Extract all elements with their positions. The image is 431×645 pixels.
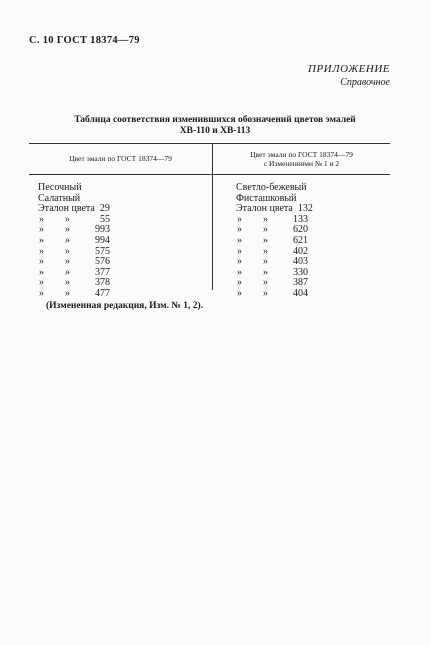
- right-column: [236, 183, 313, 300]
- right-column-header: [213, 150, 390, 168]
- color-name: Песочный: [38, 182, 82, 193]
- table-title-line1: Таблица соответствия изменившихся обозначений цветов эмалей: [74, 115, 356, 125]
- appendix-subtitle: Справочное: [340, 77, 390, 88]
- color-value: 402: [293, 245, 308, 257]
- color-name: Салатный: [38, 192, 81, 204]
- ditto-mark: »: [65, 256, 70, 268]
- page-header: С. 10 ГОСТ 18374—79: [29, 35, 140, 46]
- ditto-mark: »: [237, 287, 242, 299]
- right-column-header-line2: с Изменениями № 1 и 2: [263, 159, 340, 168]
- table-title-line2: ХВ-110 и ХВ-113: [179, 126, 251, 136]
- ditto-mark: »: [65, 266, 70, 278]
- color-value: 133: [293, 213, 308, 225]
- ditto-mark: »: [65, 277, 70, 289]
- color-value: 377: [95, 266, 110, 278]
- ditto-mark: »: [237, 256, 242, 268]
- ditto-mark: »: [237, 213, 242, 225]
- color-value: 994: [95, 234, 110, 246]
- color-value: 387: [293, 277, 308, 289]
- ditto-mark: »: [39, 224, 44, 236]
- color-value: 403: [293, 256, 308, 268]
- etalon-label: Эталон цвета: [236, 203, 293, 215]
- ditto-mark: »: [263, 266, 268, 278]
- value-row: [236, 289, 313, 300]
- ditto-mark: »: [39, 213, 44, 225]
- etalon-value: 29: [99, 203, 110, 215]
- color-value: 621: [293, 234, 308, 246]
- ditto-mark: »: [263, 287, 268, 299]
- appendix-label: [308, 63, 390, 88]
- color-value: 378: [95, 277, 110, 289]
- revision-note: (Измененная редакция, Изм. № 1, 2).: [46, 301, 204, 311]
- ditto-mark: »: [39, 245, 44, 257]
- ditto-mark: »: [263, 224, 268, 236]
- ditto-mark: »: [263, 245, 268, 257]
- value-row: [236, 236, 313, 247]
- color-name: Светло-бежевый: [236, 182, 307, 193]
- ditto-mark: »: [237, 234, 242, 246]
- ditto-mark: »: [39, 287, 44, 299]
- ditto-mark: »: [65, 245, 70, 257]
- ditto-mark: »: [39, 234, 44, 246]
- left-column: [38, 183, 110, 300]
- etalon-label: Эталон цвета: [38, 203, 95, 215]
- ditto-mark: »: [65, 287, 70, 299]
- ditto-mark: »: [39, 256, 44, 268]
- color-value: 477: [95, 287, 110, 299]
- appendix-title: ПРИЛОЖЕНИЕ: [308, 63, 390, 75]
- ditto-mark: »: [65, 224, 70, 236]
- color-value: 620: [293, 224, 308, 236]
- ditto-mark: »: [263, 213, 268, 225]
- ditto-mark: »: [65, 234, 70, 246]
- ditto-mark: »: [65, 213, 70, 225]
- color-value: 576: [95, 256, 110, 268]
- ditto-mark: »: [263, 256, 268, 268]
- table-top-rule: [29, 143, 390, 144]
- ditto-mark: »: [237, 277, 242, 289]
- table-header-rule: [29, 174, 390, 175]
- color-value: 55: [100, 213, 110, 225]
- color-name: Фисташковый: [236, 192, 297, 204]
- etalon-value: 132: [297, 203, 313, 215]
- color-value: 575: [95, 245, 110, 257]
- table-title: [40, 115, 390, 137]
- right-column-header-line1: Цвет эмали по ГОСТ 18374—79: [250, 150, 353, 159]
- color-value: 993: [95, 224, 110, 236]
- ditto-mark: »: [237, 224, 242, 236]
- left-column-header: Цвет эмали по ГОСТ 18374—79: [69, 154, 172, 163]
- color-value: 404: [293, 287, 308, 299]
- ditto-mark: »: [237, 245, 242, 257]
- value-row: [38, 236, 110, 247]
- ditto-mark: »: [237, 266, 242, 278]
- value-row: [38, 289, 110, 300]
- ditto-mark: »: [263, 234, 268, 246]
- color-value: 330: [293, 266, 308, 278]
- ditto-mark: »: [39, 277, 44, 289]
- ditto-mark: »: [39, 266, 44, 278]
- ditto-mark: »: [263, 277, 268, 289]
